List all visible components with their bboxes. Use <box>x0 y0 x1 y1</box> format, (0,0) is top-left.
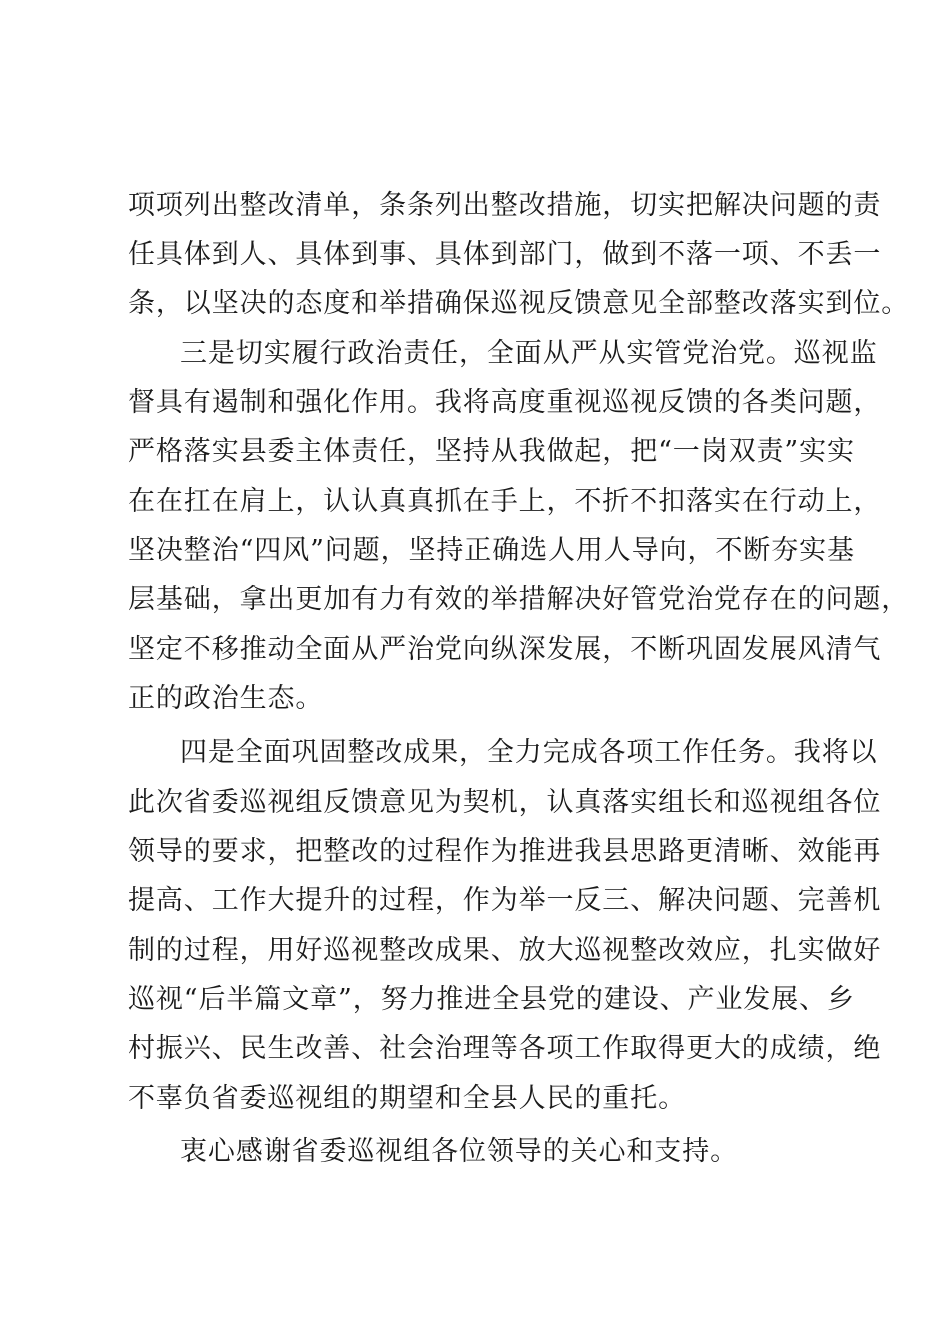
text-line: 坚定不移推动全面从严治党向纵深发展，不断巩固发展风清气 <box>128 634 882 665</box>
text-line: 条，以坚决的态度和举措确保巡视反馈意见全部整改落实到位。 <box>128 288 910 319</box>
text-line: 正的政治生态。 <box>128 683 324 714</box>
text-line: 坚决整治“四风”问题，坚持正确选人用人导向，不断夯实基 <box>128 535 855 566</box>
text-line: 制的过程，用好巡视整改成果、放大巡视整改效应，扎实做好 <box>128 935 882 966</box>
text-line: 督具有遏制和强化作用。我将高度重视巡视反馈的各类问题， <box>128 387 882 418</box>
paragraph-start-line: 衷心感谢省委巡视组各位领导的关心和支持。 <box>180 1136 738 1167</box>
text-line: 提高、工作大提升的过程，作为举一反三、解决问题、完善机 <box>128 885 882 916</box>
text-line: 领导的要求，把整改的过程作为推进我县思路更清晰、效能再 <box>128 836 882 867</box>
text-line: 严格落实县委主体责任，坚持从我做起，把“一岗双责”实实 <box>128 436 855 467</box>
text-line: 巡视“后半篇文章”，努力推进全县党的建设、产业发展、乡 <box>128 984 855 1015</box>
text-line: 不辜负省委巡视组的期望和全县人民的重托。 <box>128 1083 686 1114</box>
paragraph-start-line: 三是切实履行政治责任，全面从严从实管党治党。巡视监 <box>180 338 878 369</box>
text-line: 层基础，拿出更加有力有效的举措解决好管党治党存在的问题， <box>128 584 910 615</box>
text-line: 项项列出整改清单，条条列出整改措施，切实把解决问题的责 <box>128 190 882 221</box>
text-line: 此次省委巡视组反馈意见为契机，认真落实组长和巡视组各位 <box>128 787 882 818</box>
text-line: 任具体到人、具体到事、具体到部门，做到不落一项、不丢一 <box>128 239 882 270</box>
text-line: 村振兴、民生改善、社会治理等各项工作取得更大的成绩，绝 <box>128 1033 882 1064</box>
text-line: 在在扛在肩上，认认真真抓在手上，不折不扣落实在行动上， <box>128 486 882 517</box>
paragraph-start-line: 四是全面巩固整改成果，全力完成各项工作任务。我将以 <box>180 737 878 768</box>
